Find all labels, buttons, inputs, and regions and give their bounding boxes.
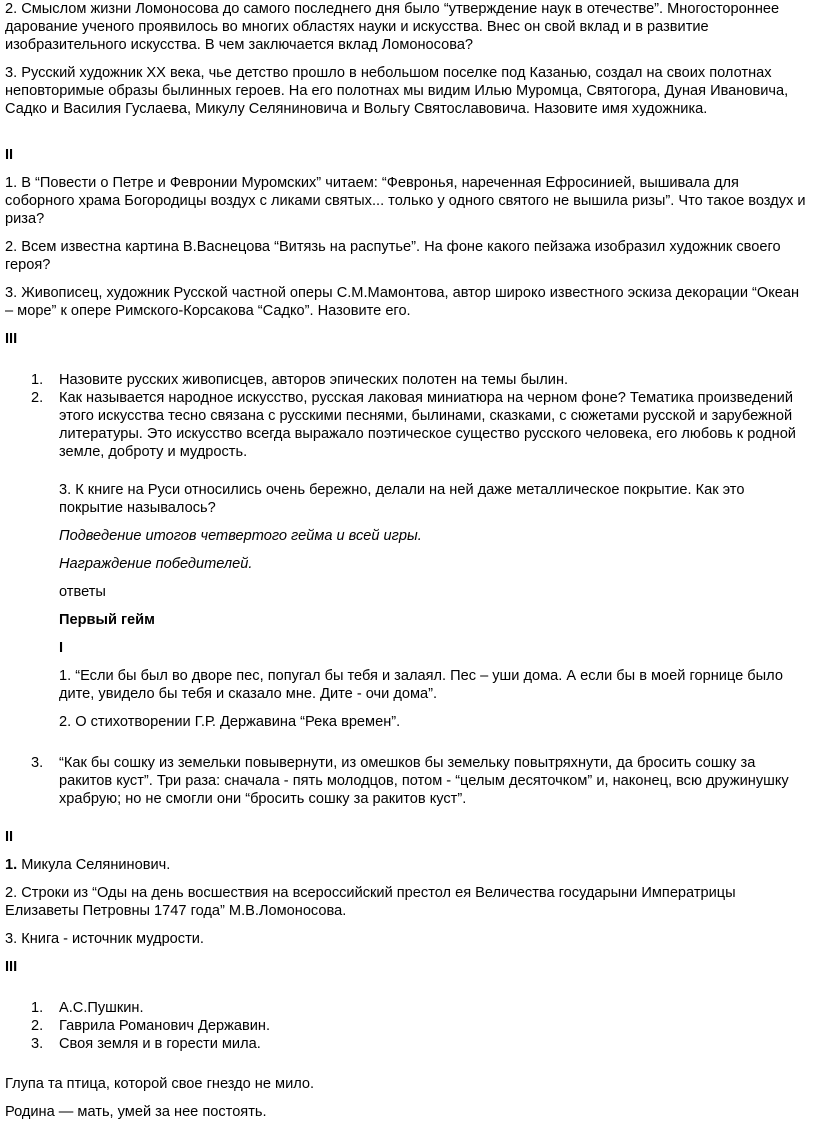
section-ii-heading: II [5,147,14,163]
answers-section-iii-heading: III [5,959,18,975]
answers-section-i-heading: I [59,640,64,656]
section-ii-question-1: 1. В “Повести о Петре и Февронии Муромских” читаем: “Февронья, нареченная Ефросинией, вышивала для соборного храма Богородицы воздух с ликами святых... только у одного святого не вышила ризы”. Что такое воздух и риза? [5,175,806,227]
award-note: Награждение победителей. [59,556,253,572]
section-iii-heading: III [5,331,18,347]
first-game-title: Первый гейм [59,612,155,628]
list-number: 2. [31,390,44,406]
answer-ii-2: 2. Строки из “Оды на день восшествия на всероссийский престол ея Величества государыни Императрицы Елизаветы Петровны 1747 года” М.В.Ломоносова. [5,885,736,919]
list-number: 1. [31,1000,44,1016]
list-number: 2. [31,1018,44,1034]
proverb-2: Родина — мать, умей за нее постоять. [5,1104,267,1120]
list-number: 3. [31,1036,44,1052]
section-ii-question-2: 2. Всем известна картина В.Васнецова “Витязь на распутье”. На фоне какого пейзажа изобразил художник своего героя? [5,239,781,273]
intro-question-2: 2. Смыслом жизни Ломоносова до самого последнего дня было “утверждение наук в отечестве”. Многостороннее дарование ученого проявилось во многих областях науки и искусства. Внес он свой вклад и в развитие изобразительного искусства. В чем заключается вклад Ломоносова? [5,1,780,53]
proverb-1: Глупа та птица, которой свое гнездо не мило. [5,1076,315,1092]
section-iii-question-1: Назовите русских живописцев, авторов эпических полотен на темы былин. [59,372,569,388]
answers-section-ii-heading: II [5,829,14,845]
answer-iii-1: А.С.Пушкин. [59,1000,144,1016]
game-summary-note: Подведение итогов четвертого гейма и всей игры. [59,528,422,544]
list-number: 1. [5,857,18,873]
section-ii-question-3: 3. Живописец, художник Русской частной оперы С.М.Мамонтова, автор широко известного эскиза декорации “Океан – море” к опере Римского-Корсакова “Садко”. Назовите его. [5,285,800,319]
answer-ii-1 [5,856,811,874]
section-iii-question-3: 3. К книге на Руси относились очень бережно, делали на ней даже металлическое покрытие. Как это покрытие называлось? [59,482,745,516]
answer-i-1: 1. “Если бы был во дворе пес, попугал бы тебя и залаял. Пес – уши дома. А если бы в моей горнице было дите, увидело бы тебя и сказало мне. Дите - очи дома”. [59,668,783,702]
answer-ii-1-text: Микула Селянинович. [17,857,171,873]
answer-ii-3: 3. Книга - источник мудрости. [5,931,204,947]
answer-iii-2: Гаврила Романович Державин. [59,1018,271,1034]
section-iii-question-2: Как называется народное искусство, русская лаковая миниатюра на черном фоне? Тематика произведений этого искусства тесно связана с русскими песнями, былинами, сказками, с сюжетами русской и зарубежной литературы. Это искусство всегда выражало поэтическое существо русского человека, его любовь к родной земле, доброту и мудрость. [59,390,796,460]
answers-label: ответы [59,584,106,600]
list-number: 3. [31,755,44,771]
list-number: 1. [31,372,44,388]
answer-iii-3: Своя земля и в горести мила. [59,1036,261,1052]
answer-i-3: “Как бы сошку из земельки повывернути, из омешков бы земельку повытряхнути, да бросить сошку за ракитов куст”. Три раза: сначала - пять молодцов, потом - “целым десяточком” и, наконец, всю дружинушку храбрую; но не смогли они “бросить сошку за ракитов куст”. [59,755,789,807]
intro-question-3: 3. Русский художник XX века, чье детство прошло в небольшом поселке под Казанью, создал на своих полотнах неповторимые образы былинных героев. На его полотнах мы видим Илью Муромца, Святогора, Дуная Ивановича, Садко и Василия Гуслаева, Микулу Селяниновича и Вольгу Святославовича. Назовите имя художника. [5,65,789,117]
answer-i-2: 2. О стихотворении Г.Р. Державина “Река времен”. [59,714,401,730]
